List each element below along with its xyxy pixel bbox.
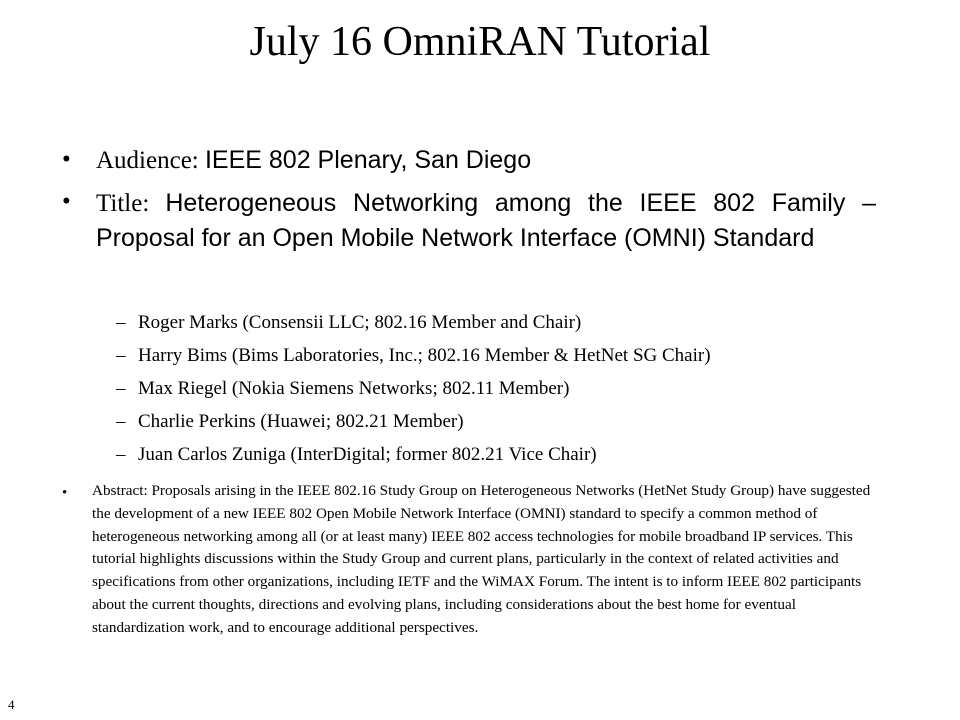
bullet-marker: • bbox=[62, 146, 71, 173]
presenter-text: Juan Carlos Zuniga (InterDigital; former 802.21 Vice Chair) bbox=[138, 444, 597, 465]
dash-marker: – bbox=[116, 444, 126, 465]
audience-bullet bbox=[96, 144, 916, 177]
dash-marker: – bbox=[116, 411, 126, 432]
dash-marker: – bbox=[116, 345, 126, 366]
slide-title: July 16 OmniRAN Tutorial bbox=[249, 19, 711, 65]
presenter-item bbox=[116, 405, 916, 438]
presenter-item bbox=[116, 306, 916, 339]
presenter-text: Harry Bims (Bims Laboratories, Inc.; 802.16 Member & HetNet SG Chair) bbox=[138, 345, 711, 366]
presenter-text: Charlie Perkins (Huawei; 802.21 Member) bbox=[138, 411, 464, 432]
bullet-marker: • bbox=[62, 188, 71, 215]
page-number: 4 bbox=[8, 697, 15, 712]
presenter-item bbox=[116, 339, 916, 372]
title-label: Title: bbox=[96, 190, 150, 217]
presenter-text: Roger Marks (Consensii LLC; 802.16 Member and Chair) bbox=[138, 312, 582, 333]
title-bullet bbox=[96, 186, 876, 256]
title-value: Heterogeneous Networking among the IEEE 802 Family – Proposal for an Open Mobile Network Interface (OMNI) Standard bbox=[96, 189, 876, 252]
audience-label: Audience: bbox=[96, 147, 199, 174]
abstract-text: Abstract: Proposals arising in the IEEE 802.16 Study Group on Heterogeneous Networks (HetNet Study Group) have suggested the development of a new IEEE 802 Open Mobile Network Interface (OMNI) standard to specify a common method of heterogeneous networking among all (or at least many) IEEE 802 access technologies for mobile broadband IP services. This tutorial highlights discussions within the Study Group and current plans, particularly in the context of related activities and specifications from other organizations, including IETF and the WiMAX Forum. The intent is to inform IEEE 802 participants about the current thoughts, directions and evolving plans, including considerations about the best home for eventual standardization work, and to encourage additional perspectives. bbox=[92, 482, 871, 636]
presenter-item bbox=[116, 438, 916, 471]
audience-value: IEEE 802 Plenary, San Diego bbox=[204, 146, 532, 174]
presenter-item bbox=[116, 372, 916, 405]
dash-marker: – bbox=[116, 378, 126, 399]
presenter-list bbox=[116, 306, 916, 471]
dash-marker: – bbox=[116, 312, 126, 333]
bullet-marker: • bbox=[62, 485, 68, 501]
presenter-text: Max Riegel (Nokia Siemens Networks; 802.11 Member) bbox=[138, 378, 570, 399]
